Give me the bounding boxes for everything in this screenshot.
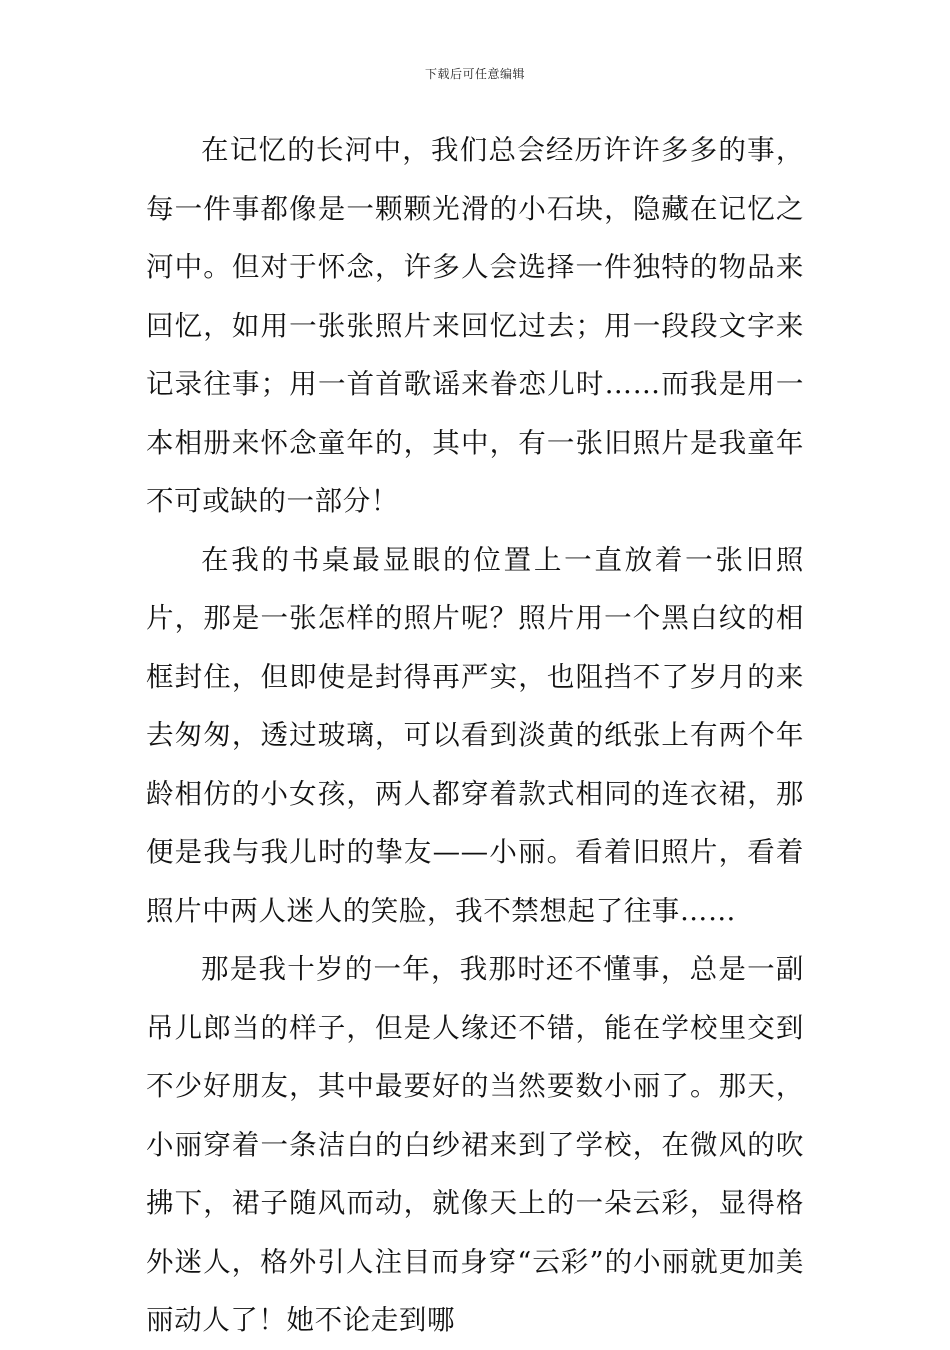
page-header: 下载后可任意编辑 [424, 67, 525, 81]
article-body [146, 121, 804, 1350]
paragraph-1: 在记忆的长河中，我们总会经历许许多多的事，每一件事都像是一颗颗光滑的小石块，隐藏在记忆之河中。但对于怀念，许多人会选择一件独特的物品来回忆，如用一张张照片来回忆过去；用一段段文字来记录往事；用一首首歌谣来眷恋儿时……而我是用一本相册来怀念童年的，其中，有一张旧照片是我童年不可或缺的一部分！ [146, 134, 804, 517]
paragraph-2: 在我的书桌最显眼的位置上一直放着一张旧照片，那是一张怎样的照片呢？照片用一个黑白纹的相框封住，但即使是封得再严实，也阻挡不了岁月的来去匆匆，透过玻璃，可以看到淡黄的纸张上有两个年龄相仿的小女孩，两人都穿着款式相同的连衣裙，那便是我与我儿时的挚友——小丽。看着旧照片，看着照片中两人迷人的笑脸，我不禁想起了往事…… [146, 543, 804, 927]
paragraph-3: 那是我十岁的一年，我那时还不懂事，总是一副吊儿郎当的样子，但是人缘还不错，能在学校里交到不少好朋友，其中最要好的当然要数小丽了。那天，小丽穿着一条洁白的白纱裙来到了学校，在微风的吹拂下，裙子随风而动，就像天上的一朵云彩，显得格外迷人，格外引人注目而身穿“云彩”的小丽就更加美丽动人了！她不论走到哪 [146, 953, 804, 1336]
